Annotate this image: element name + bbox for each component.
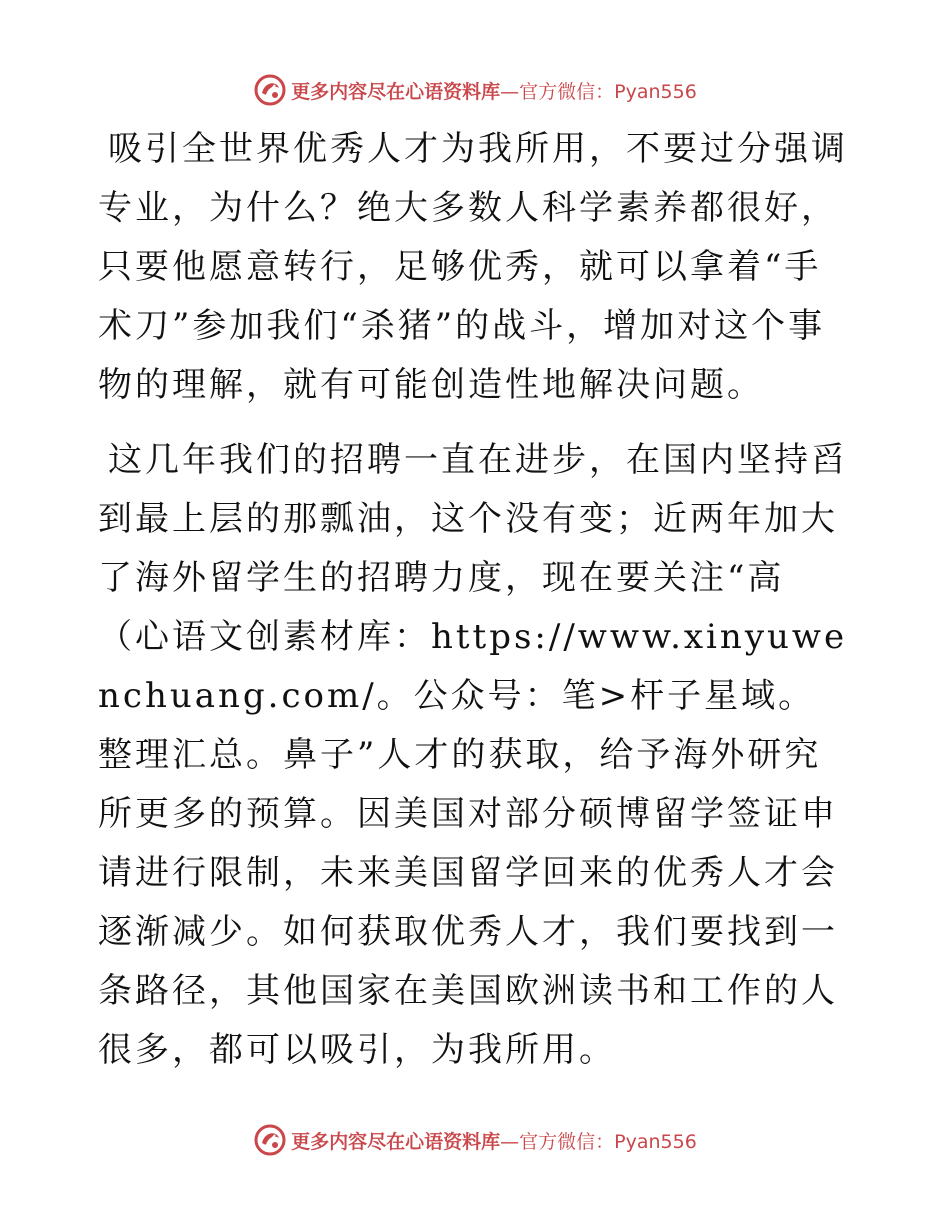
header-contact-text: —官方微信：Pyan556 <box>500 80 697 103</box>
header-banner <box>0 70 950 110</box>
paragraph-2 <box>98 431 850 1080</box>
red-swirl-logo-icon <box>253 73 287 107</box>
footer-brand-text: 更多内容尽在心语资料库 <box>291 1130 501 1153</box>
footer-banner <box>0 1120 950 1160</box>
red-swirl-logo-icon <box>253 1123 287 1157</box>
document-body <box>98 120 850 1096</box>
paragraph-1 <box>98 120 850 415</box>
footer-contact-text: —官方微信：Pyan556 <box>500 1130 697 1153</box>
header-brand-text: 更多内容尽在心语资料库 <box>291 80 501 103</box>
paragraph-1-text: 吸引全世界优秀人才为我所用，不要过分强调专业，为什么？绝大多数人科学素养都很好，只要他愿意转行，足够优秀，就可以拿着“手术刀”参加我们“杀猪”的战斗，增加对这个事物的理解，就有可能创造性地解决问题。 <box>98 129 848 405</box>
paragraph-2-text: 这几年我们的招聘一直在进步，在国内坚持舀到最上层的那瓢油，这个没有变；近两年加大了海外留学生的招聘力度，现在要关注“高（心语文创素材库：https://www.xinyuwenchuang.com/。公众号：笔>杆子星域。整理汇总。鼻子”人才的获取，给予海外研究所更多的预算。因美国对部分硕博留学签证申请进行限制，未来美国留学回来的优秀人才会逐渐减少。如何获取优秀人才，我们要找到一条路径，其他国家在美国欧洲读书和工作的人很多，都可以吸引，为我所用。 <box>98 440 848 1070</box>
